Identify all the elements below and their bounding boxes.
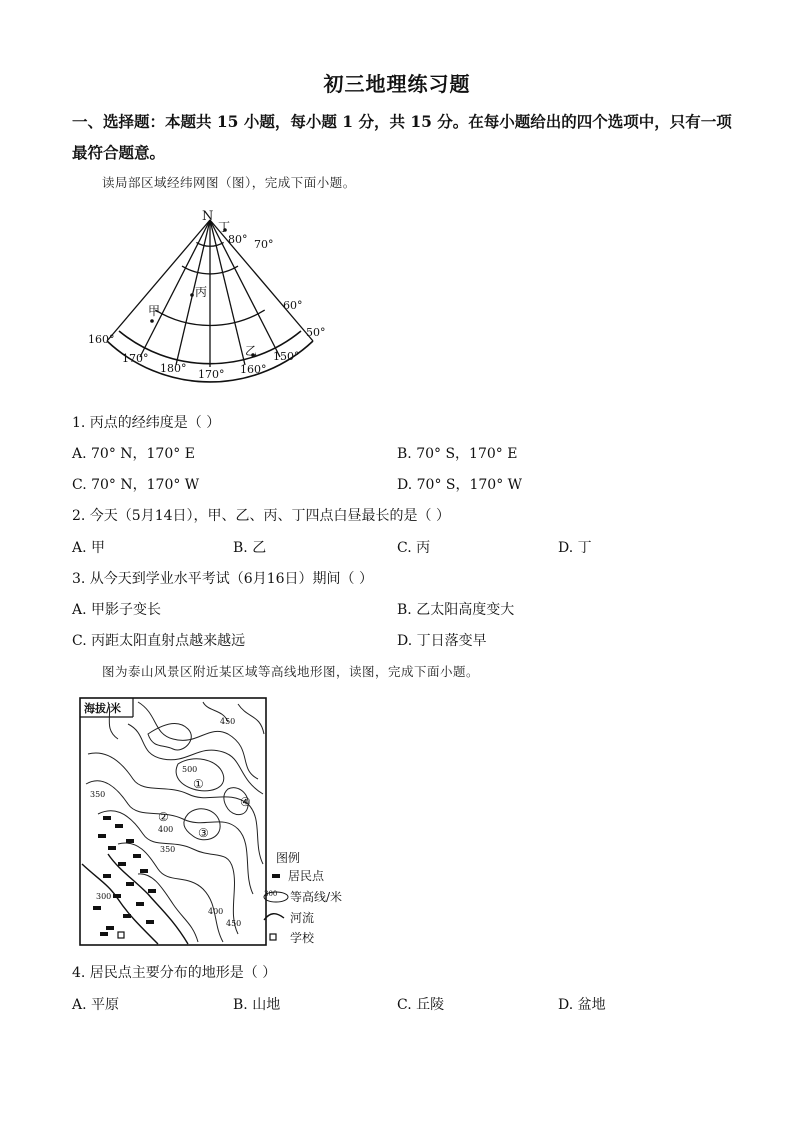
contour-map bbox=[78, 694, 343, 950]
point-bing-dot bbox=[190, 293, 194, 297]
point-jia-dot bbox=[150, 319, 154, 323]
question-4-stem: 4. 居民点主要分布的地形是（ ） bbox=[72, 965, 277, 981]
lon-label-150e: 150° bbox=[273, 350, 300, 363]
q2-option-d[interactable]: D. 丁 bbox=[558, 540, 592, 556]
marker-2: ② bbox=[158, 810, 169, 824]
point-jia-label: 甲 bbox=[148, 304, 161, 318]
marker-3: ③ bbox=[198, 826, 209, 840]
lat-label-80: 80° bbox=[228, 233, 248, 246]
north-label: N bbox=[202, 209, 214, 224]
lat-label-50: 50° bbox=[306, 326, 326, 339]
q1-option-d[interactable]: D. 70° S，170° W bbox=[397, 477, 523, 493]
contour-label-5: 350 bbox=[160, 845, 176, 854]
contour-label-1: 450 bbox=[220, 717, 236, 726]
q3-option-b[interactable]: B. 乙太阳高度变大 bbox=[397, 602, 515, 618]
lon-label-170e: 170° bbox=[198, 368, 225, 381]
intro-text-1: 读局部区域经纬网图（图），完成下面小题。 bbox=[102, 175, 356, 190]
intro-text-2: 图为泰山风景区附近某区域等高线地形图，读图，完成下面小题。 bbox=[102, 664, 480, 679]
point-ding-label: 丁 bbox=[218, 220, 231, 234]
lon-label-160e: 160° bbox=[240, 363, 267, 376]
contour-label-3: 350 bbox=[90, 790, 106, 799]
q2-option-c[interactable]: C. 丙 bbox=[397, 540, 431, 556]
school-marker bbox=[118, 932, 124, 938]
legend-contour-sample: 300 bbox=[264, 890, 278, 898]
q4-option-d[interactable]: D. 盆地 bbox=[558, 997, 606, 1013]
contour-label-8: 400 bbox=[208, 907, 224, 916]
marker-1: ① bbox=[193, 777, 204, 791]
contour-label-6: 300 bbox=[96, 892, 112, 901]
question-2-stem: 2. 今天（5月14日），甲、乙、丙、丁四点白昼最长的是（ ） bbox=[72, 508, 450, 524]
q3-option-d[interactable]: D. 丁日落变早 bbox=[397, 633, 487, 649]
legend-river-icon bbox=[264, 914, 284, 920]
legend-settlement-icon bbox=[272, 874, 280, 878]
q4-option-a[interactable]: A. 平原 bbox=[72, 997, 120, 1013]
q2-option-b[interactable]: B. 乙 bbox=[233, 540, 267, 556]
lat-label-70: 70° bbox=[254, 238, 274, 251]
q2-option-a[interactable]: A. 甲 bbox=[72, 540, 106, 556]
point-yi-label: 乙 bbox=[245, 344, 258, 358]
graticule-map bbox=[80, 205, 340, 385]
legend-school: 学校 bbox=[290, 931, 315, 945]
q1-option-a[interactable]: A. 70° N，170° E bbox=[72, 446, 195, 462]
q1-option-c[interactable]: C. 70° N，170° W bbox=[72, 477, 200, 493]
question-1-stem: 1. 丙点的经纬度是（ ） bbox=[72, 415, 221, 431]
q4-option-c[interactable]: C. 丘陵 bbox=[397, 997, 445, 1013]
q1-option-b[interactable]: B. 70° S，170° E bbox=[397, 446, 518, 462]
q3-option-c[interactable]: C. 丙距太阳直射点越来越远 bbox=[72, 633, 246, 649]
lon-label-160w: 160° bbox=[88, 333, 115, 346]
legend-contour: 等高线/米 bbox=[290, 890, 343, 904]
legend-settlement: 居民点 bbox=[288, 869, 325, 883]
question-3-stem: 3. 从今天到学业水平考试（6月16日）期间（ ） bbox=[72, 571, 373, 587]
legend-school-icon bbox=[270, 934, 276, 940]
contour-label-4: 400 bbox=[158, 825, 174, 834]
lat-label-60: 60° bbox=[283, 299, 303, 312]
point-bing-label: 丙 bbox=[195, 285, 208, 299]
page-title: 初三地理练习题 bbox=[323, 72, 471, 96]
map-header: 海拔/米 bbox=[84, 702, 122, 715]
q4-option-b[interactable]: B. 山地 bbox=[233, 997, 281, 1013]
legend-river: 河流 bbox=[290, 911, 315, 925]
marker-4: ④ bbox=[240, 795, 251, 809]
lon-label-170w: 170° bbox=[122, 352, 149, 365]
q3-option-a[interactable]: A. 甲影子变长 bbox=[72, 602, 162, 618]
legend-title: 图例 bbox=[276, 851, 301, 865]
map-frame bbox=[80, 698, 266, 945]
contour-label-7: 450 bbox=[226, 919, 242, 928]
section-heading: 一、选择题：本题共 15 小题，每小题 1 分，共 15 分。在每小题给出的四个选项中，只有一项最符合题意。 bbox=[72, 112, 732, 162]
contour-label-2: 500 bbox=[182, 765, 198, 774]
lon-label-180: 180° bbox=[160, 362, 187, 375]
